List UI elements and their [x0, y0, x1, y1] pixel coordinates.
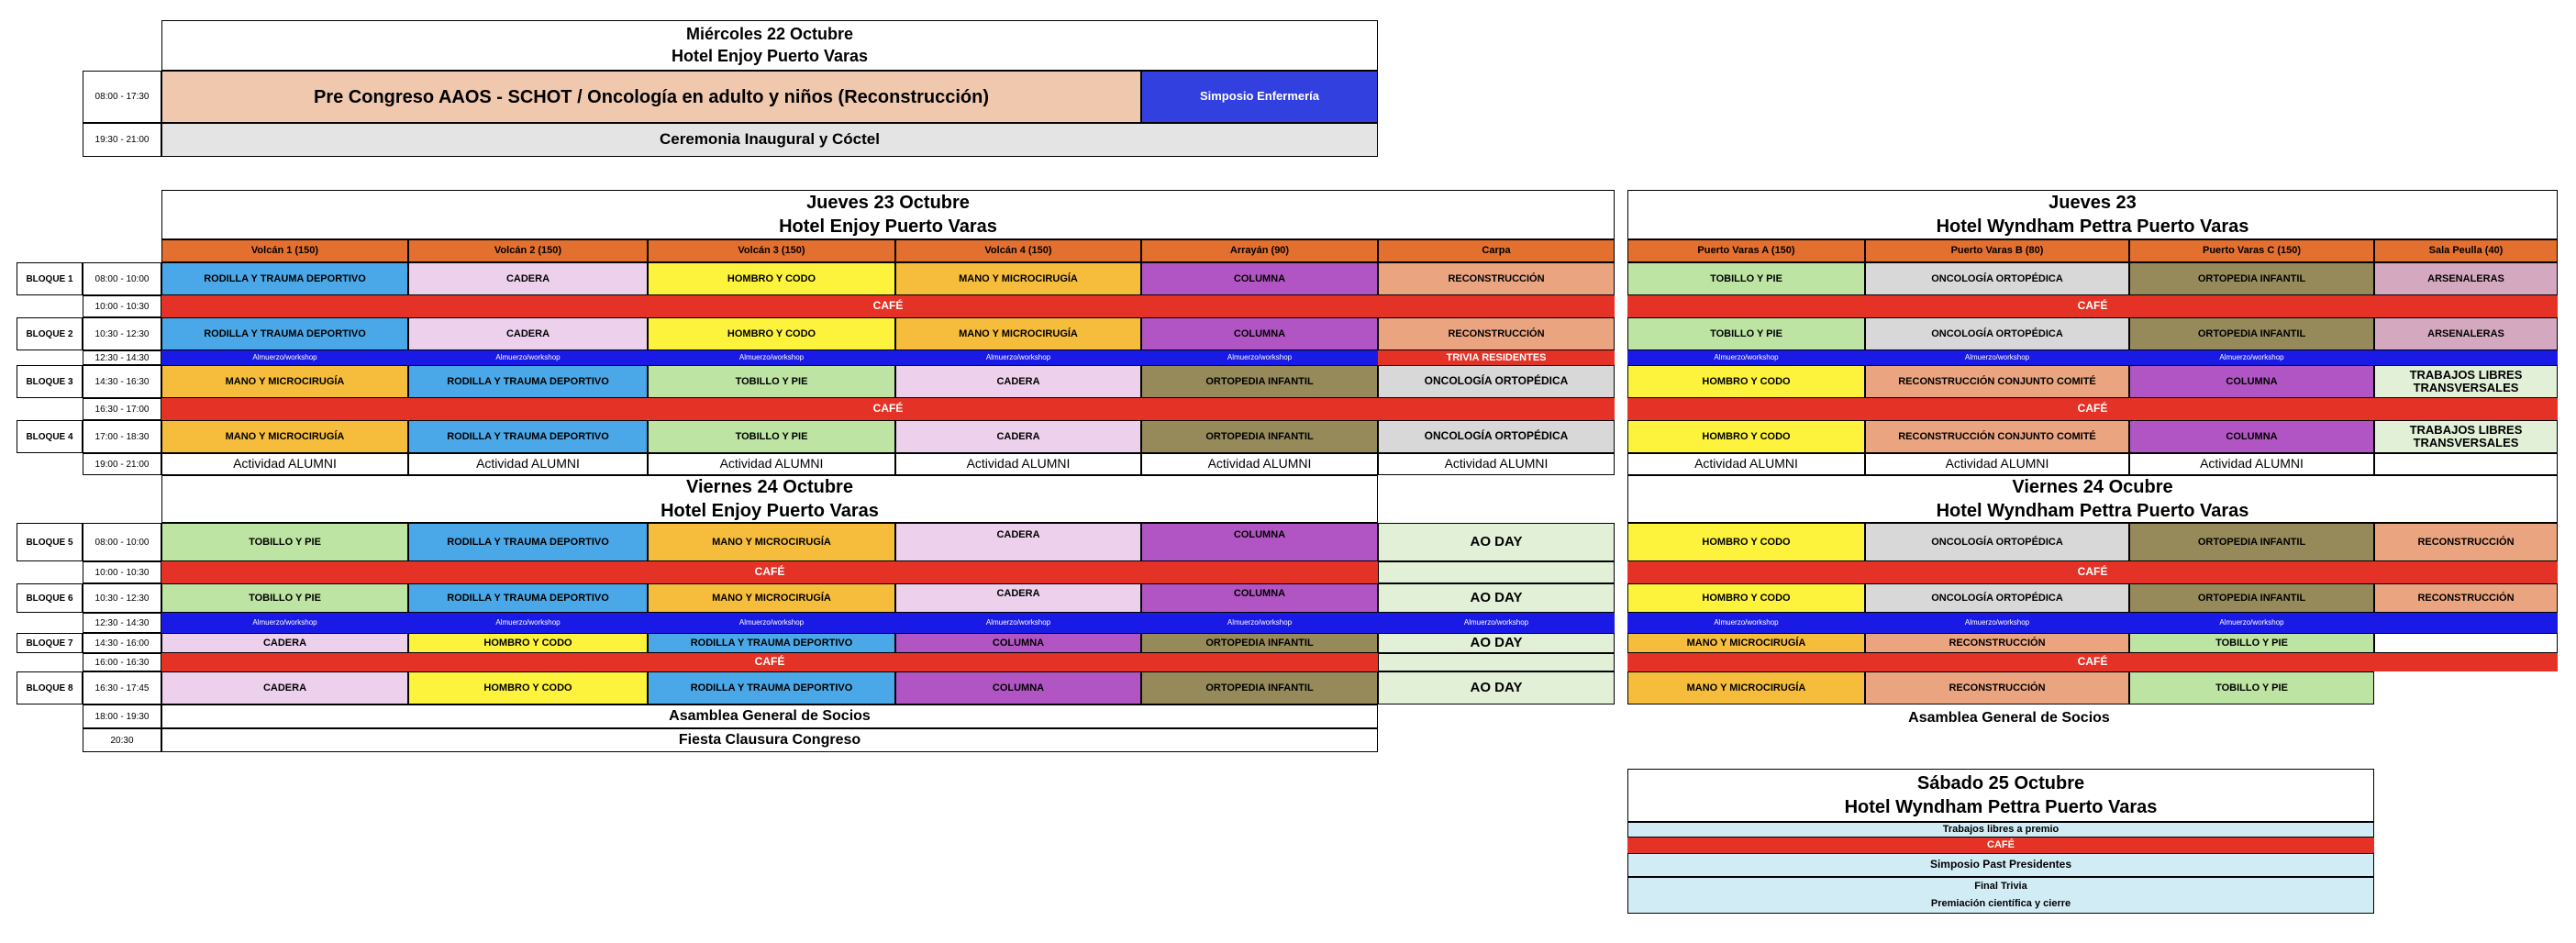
room-header: Puerto Varas C (150) — [2129, 239, 2374, 262]
session-cell: ARSENALERAS — [2374, 317, 2558, 350]
almuerzo-cell: Almuerzo/workshop — [1865, 613, 2129, 633]
block-label: BLOQUE 5 — [17, 523, 83, 561]
block-label: BLOQUE 8 — [17, 671, 83, 704]
almuerzo-cell: Almuerzo/workshop — [1627, 350, 1865, 365]
almuerzo-cell: Almuerzo/workshop — [895, 613, 1141, 633]
room-header: Arrayán (90) — [1141, 239, 1378, 262]
empty-cell — [1378, 653, 1615, 671]
session-cell: HOMBRO Y CODO — [1627, 583, 1865, 613]
asamblea-cell: Asamblea General de Socios — [161, 704, 1378, 728]
almuerzo-cell: Almuerzo/workshop — [648, 350, 895, 365]
session-cell: HOMBRO Y CODO — [1627, 365, 1865, 398]
almuerzo-cell: Almuerzo/workshop — [1378, 613, 1615, 633]
almuerzo-cell: Almuerzo/workshop — [1141, 350, 1378, 365]
session-cell: AO DAY — [1378, 671, 1615, 704]
almuerzo-cell: Almuerzo/workshop — [1141, 613, 1378, 633]
thu-enjoy-venue: Hotel Enjoy Puerto Varas — [779, 216, 997, 237]
fiesta-cell: Fiesta Clausura Congreso — [161, 728, 1378, 752]
time-cell: 20:30 — [83, 728, 161, 752]
alumni-cell: Actividad ALUMNI — [2129, 453, 2374, 475]
wed-venue: Hotel Enjoy Puerto Varas — [671, 46, 869, 65]
almuerzo-cell: Almuerzo/workshop — [2129, 613, 2374, 633]
wed-precongreso: Pre Congreso AAOS - SCHOT / Oncología en adulto y niños (Reconstrucción) — [161, 71, 1141, 123]
time-cell: 14:30 - 16:00 — [83, 633, 161, 653]
session-cell: MANO Y MICROCIRUGÍA — [895, 262, 1141, 295]
time-cell: 08:00 - 10:00 — [83, 262, 161, 295]
session-cell: HOMBRO Y CODO — [648, 262, 895, 295]
room-header: Puerto Varas A (150) — [1627, 239, 1865, 262]
session-cell: ORTOPEDIA INFANTIL — [2129, 523, 2374, 561]
sat-cafe: CAFÉ — [1627, 838, 2374, 853]
session-cell: RECONSTRUCCIÓN CONJUNTO COMITÉ — [1865, 420, 2129, 453]
block-label: BLOQUE 6 — [17, 583, 83, 613]
session-cell: COLUMNA — [895, 633, 1141, 653]
session-cell: HOMBRO Y CODO — [648, 317, 895, 350]
session-cell: RECONSTRUCCIÓN — [2374, 523, 2558, 561]
time-cell: 19:00 - 21:00 — [83, 453, 161, 475]
fri-wyndham-title: Viernes 24 Ocubre — [2012, 477, 2173, 497]
wed-title: Miércoles 22 Octubre — [685, 25, 854, 44]
session-cell: TOBILLO Y PIE — [648, 420, 895, 453]
fri-enjoy-header — [161, 475, 1378, 523]
session-cell: CADERA — [161, 671, 408, 704]
cafe-bar: CAFÉ — [1627, 295, 2558, 317]
session-cell: COLUMNA — [1141, 317, 1378, 350]
session-cell: MANO Y MICROCIRUGÍA — [161, 420, 408, 453]
almuerzo-cell: Almuerzo/workshop — [1627, 613, 1865, 633]
room-header: Volcán 1 (150) — [161, 239, 408, 262]
session-cell: ONCOLOGÍA ORTOPÉDICA — [1865, 317, 2129, 350]
wed-time-2: 19:30 - 21:00 — [83, 123, 161, 157]
session-cell: TOBILLO Y PIE — [2129, 633, 2374, 653]
session-cell: COLUMNA — [1141, 262, 1378, 295]
session-cell: RECONSTRUCCIÓN — [2374, 583, 2558, 613]
sat-trabajos: Trabajos libres a premio — [1627, 822, 2374, 838]
almuerzo-cell: Almuerzo/workshop — [161, 350, 408, 365]
session-cell: MANO Y MICROCIRUGÍA — [1627, 671, 1865, 704]
session-cell: TOBILLO Y PIE — [161, 523, 408, 561]
almuerzo-cell: Almuerzo/workshop — [895, 350, 1141, 365]
time-cell: 17:00 - 18:30 — [83, 420, 161, 453]
sat-header — [1627, 769, 2374, 822]
alumni-cell: Actividad ALUMNI — [408, 453, 648, 475]
cafe-bar: CAFÉ — [1627, 653, 2558, 671]
alumni-cell: Actividad ALUMNI — [1141, 453, 1378, 475]
sat-final — [1627, 877, 2374, 914]
block-label: BLOQUE 2 — [17, 317, 83, 350]
session-cell: RECONSTRUCCIÓN — [1865, 633, 2129, 653]
sat-final-trivia: Final Trivia — [1974, 881, 2027, 893]
alumni-cell: Actividad ALUMNI — [1378, 453, 1615, 475]
session-cell: COLUMNA — [2129, 420, 2374, 453]
sat-premiacion: Premiación científica y cierre — [1930, 898, 2071, 909]
session-cell: CADERA — [895, 523, 1141, 561]
session-cell: AO DAY — [1378, 523, 1615, 561]
session-cell: ORTOPEDIA INFANTIL — [2129, 262, 2374, 295]
sat-simposio: Simposio Past Presidentes — [1627, 853, 2374, 877]
room-header: Puerto Varas B (80) — [1865, 239, 2129, 262]
cafe-bar: CAFÉ — [1627, 398, 2558, 420]
time-cell: 10:30 - 12:30 — [83, 583, 161, 613]
room-header: Carpa — [1378, 239, 1615, 262]
session-cell: ORTOPEDIA INFANTIL — [1141, 633, 1378, 653]
block-label: BLOQUE 4 — [17, 420, 83, 453]
session-cell: MANO Y MICROCIRUGÍA — [1627, 633, 1865, 653]
time-cell: 12:30 - 14:30 — [83, 350, 161, 365]
session-cell: TRABAJOS LIBRES TRANSVERSALES — [2374, 365, 2558, 398]
session-cell: RECONSTRUCCIÓN — [1865, 671, 2129, 704]
session-cell: RODILLA Y TRAUMA DEPORTIVO — [408, 523, 648, 561]
time-cell: 14:30 - 16:30 — [83, 365, 161, 398]
cafe-bar: CAFÉ — [161, 295, 1615, 317]
session-cell: MANO Y MICROCIRUGÍA — [648, 583, 895, 613]
alumni-cell: Actividad ALUMNI — [1627, 453, 1865, 475]
block-label: BLOQUE 7 — [17, 633, 83, 653]
cafe-bar: CAFÉ — [161, 398, 1615, 420]
wed-header — [161, 20, 1378, 71]
session-cell: ORTOPEDIA INFANTIL — [1141, 671, 1378, 704]
almuerzo-cell: Almuerzo/workshop — [2129, 350, 2374, 365]
session-cell: RODILLA Y TRAUMA DEPORTIVO — [648, 671, 895, 704]
session-cell: HOMBRO Y CODO — [1627, 420, 1865, 453]
trivia-cell: TRIVIA RESIDENTES — [1378, 350, 1615, 365]
session-cell: RODILLA Y TRAUMA DEPORTIVO — [648, 633, 895, 653]
room-header: Volcán 4 (150) — [895, 239, 1141, 262]
session-cell: ORTOPEDIA INFANTIL — [1141, 365, 1378, 398]
session-cell: HOMBRO Y CODO — [1627, 523, 1865, 561]
session-cell: TOBILLO Y PIE — [1627, 317, 1865, 350]
cafe-bar: CAFÉ — [161, 561, 1378, 583]
session-cell: ONCOLOGÍA ORTOPÉDICA — [1865, 583, 2129, 613]
session-cell: CADERA — [161, 633, 408, 653]
session-cell: CADERA — [408, 262, 648, 295]
session-cell: CADERA — [895, 420, 1141, 453]
session-cell: ONCOLOGÍA ORTOPÉDICA — [1865, 262, 2129, 295]
thu-wyndham-venue: Hotel Wyndham Pettra Puerto Varas — [1936, 216, 2249, 237]
session-cell: RODILLA Y TRAUMA DEPORTIVO — [408, 420, 648, 453]
room-header: Volcán 3 (150) — [648, 239, 895, 262]
blue-band — [2374, 350, 2558, 365]
empty-cell — [2374, 633, 2558, 653]
session-cell: ONCOLOGÍA ORTOPÉDICA — [1378, 365, 1615, 398]
session-cell: RODILLA Y TRAUMA DEPORTIVO — [408, 583, 648, 613]
time-cell: 16:00 - 16:30 — [83, 653, 161, 671]
thu-wyndham-title: Jueves 23 — [2049, 193, 2137, 213]
empty-cell — [2374, 453, 2558, 475]
session-cell: TOBILLO Y PIE — [161, 583, 408, 613]
session-cell: AO DAY — [1378, 583, 1615, 613]
session-cell: CADERA — [895, 583, 1141, 613]
session-cell: ONCOLOGÍA ORTOPÉDICA — [1865, 523, 2129, 561]
almuerzo-cell: Almuerzo/workshop — [161, 613, 408, 633]
fri-wyndham-venue: Hotel Wyndham Pettra Puerto Varas — [1936, 501, 2249, 521]
session-cell: MANO Y MICROCIRUGÍA — [895, 317, 1141, 350]
alumni-cell: Actividad ALUMNI — [161, 453, 408, 475]
session-cell: CADERA — [408, 317, 648, 350]
session-cell: MANO Y MICROCIRUGÍA — [648, 523, 895, 561]
sat-title: Sábado 25 Octubre — [1916, 773, 2085, 793]
session-cell: TRABAJOS LIBRES TRANSVERSALES — [2374, 420, 2558, 453]
thu-wyndham-header — [1627, 190, 2558, 239]
time-cell: 16:30 - 17:00 — [83, 398, 161, 420]
session-cell: TOBILLO Y PIE — [648, 365, 895, 398]
block-label: BLOQUE 3 — [17, 365, 83, 398]
session-cell: CADERA — [895, 365, 1141, 398]
time-cell: 10:00 - 10:30 — [83, 295, 161, 317]
almuerzo-cell: Almuerzo/workshop — [648, 613, 895, 633]
time-cell: 08:00 - 10:00 — [83, 523, 161, 561]
session-cell: COLUMNA — [1141, 583, 1378, 613]
session-cell: RECONSTRUCCIÓN — [1378, 317, 1615, 350]
cafe-bar: CAFÉ — [161, 653, 1378, 671]
wed-enfermeria: Simposio Enfermería — [1141, 71, 1378, 123]
session-cell: AO DAY — [1378, 633, 1615, 653]
asamblea-text: Asamblea General de Socios — [1908, 710, 2110, 727]
time-cell: 16:30 - 17:45 — [83, 671, 161, 704]
session-cell: TOBILLO Y PIE — [1627, 262, 1865, 295]
time-cell: 18:00 - 19:30 — [83, 704, 161, 728]
session-cell: RECONSTRUCCIÓN — [1378, 262, 1615, 295]
cafe-bar: CAFÉ — [1627, 561, 2558, 583]
wed-ceremonia: Ceremonia Inaugural y Cóctel — [161, 123, 1378, 157]
room-header: Sala Peulla (40) — [2374, 239, 2558, 262]
alumni-cell: Actividad ALUMNI — [1865, 453, 2129, 475]
session-cell: MANO Y MICROCIRUGÍA — [161, 365, 408, 398]
time-cell: 12:30 - 14:30 — [83, 613, 161, 633]
session-cell: ONCOLOGÍA ORTOPÉDICA — [1378, 420, 1615, 453]
blue-band — [2374, 613, 2558, 633]
session-cell: ORTOPEDIA INFANTIL — [2129, 317, 2374, 350]
time-cell: 10:30 - 12:30 — [83, 317, 161, 350]
session-cell: ORTOPEDIA INFANTIL — [2129, 583, 2374, 613]
thu-enjoy-header — [161, 190, 1615, 239]
almuerzo-cell: Almuerzo/workshop — [408, 613, 648, 633]
alumni-cell: Actividad ALUMNI — [895, 453, 1141, 475]
session-cell: RODILLA Y TRAUMA DEPORTIVO — [161, 262, 408, 295]
thu-enjoy-title: Jueves 23 Octubre — [806, 193, 970, 213]
fri-enjoy-title: Viernes 24 Octubre — [686, 477, 853, 497]
block-label: BLOQUE 1 — [17, 262, 83, 295]
room-header: Volcán 2 (150) — [408, 239, 648, 262]
session-cell: ARSENALERAS — [2374, 262, 2558, 295]
session-cell: HOMBRO Y CODO — [408, 671, 648, 704]
sat-venue: Hotel Wyndham Pettra Puerto Varas — [1844, 797, 2158, 817]
session-cell: COLUMNA — [1141, 523, 1378, 561]
almuerzo-cell: Almuerzo/workshop — [1865, 350, 2129, 365]
session-cell: RECONSTRUCCIÓN CONJUNTO COMITÉ — [1865, 365, 2129, 398]
empty-cell — [1378, 561, 1615, 583]
session-cell: ORTOPEDIA INFANTIL — [1141, 420, 1378, 453]
time-cell: 10:00 - 10:30 — [83, 561, 161, 583]
session-cell: HOMBRO Y CODO — [408, 633, 648, 653]
fri-enjoy-venue: Hotel Enjoy Puerto Varas — [661, 501, 879, 521]
fri-wyndham-header — [1627, 475, 2558, 523]
almuerzo-cell: Almuerzo/workshop — [408, 350, 648, 365]
session-cell: COLUMNA — [895, 671, 1141, 704]
alumni-cell: Actividad ALUMNI — [648, 453, 895, 475]
session-cell: COLUMNA — [2129, 365, 2374, 398]
session-cell: RODILLA Y TRAUMA DEPORTIVO — [408, 365, 648, 398]
wed-time-1: 08:00 - 17:30 — [83, 71, 161, 123]
session-cell: TOBILLO Y PIE — [2129, 671, 2374, 704]
session-cell: RODILLA Y TRAUMA DEPORTIVO — [161, 317, 408, 350]
